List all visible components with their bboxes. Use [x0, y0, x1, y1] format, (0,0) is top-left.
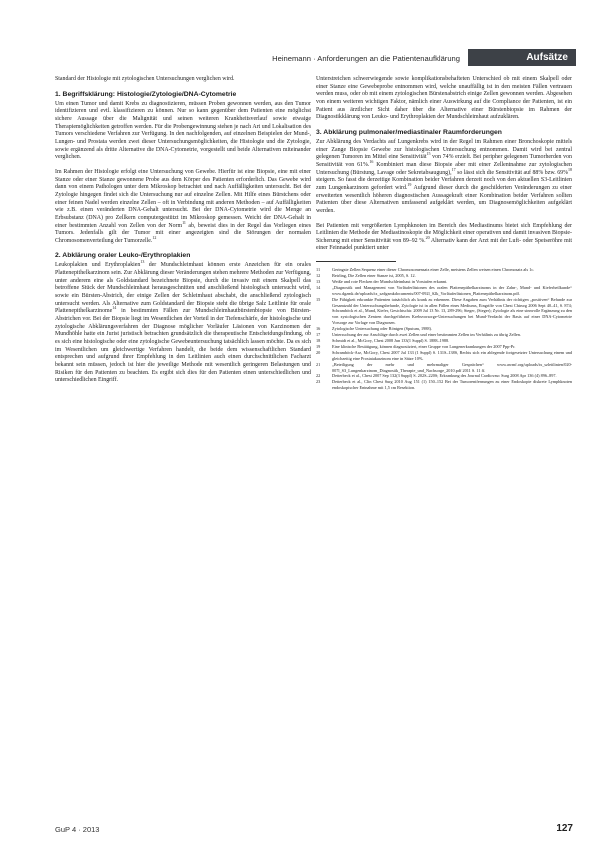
footnote-text: Eine klinische Bestätigung, können diagnostiziert, einer Gruppe von Lungenerkrankungen der 2007 Ppp-Pr. — [332, 343, 516, 349]
footnote-ref: 20 — [425, 234, 430, 240]
footnote-divider — [316, 261, 396, 262]
footnote-text: Weiße und rote Flecken der Mundschleimhaut in Vorstufen erkannt. — [332, 278, 448, 284]
page-footer — [55, 825, 573, 837]
footnote-number: 21 — [316, 361, 321, 367]
footnote-number: 16 — [316, 326, 321, 332]
paragraph-text: Zur Abklärung des Verdachts auf Lungenkrebs wird in der Regel im Rahmen einer Bronchoskopie mittels einer Zange Biopsie Gewebe zur histologischen Untersuchung entnommen. Damit wird bei zentral gelegenen Tumoren im Mittel eine Sensitivität — [316, 138, 572, 161]
footnote-text: Untersuchung der zur Anschläge durch zwei Zellen und einer bestimmten Zellen im Verhältnis zu übrig Zellen. — [332, 332, 521, 338]
footnote-text: „Diagnostik und Management von Vorläuferläsionen des oralen Plattenepithelkarzinoms in der Zahn-, Mund- und Kieferheilkunde“ www.dgzmk.de/uploads/tx_szdgzmkdocuments/007-092l_S2k_Vorläuferläsionen_Plattenepithelkarzinom.pdf. — [332, 284, 572, 296]
footnote-text: Schmidt et al., McGory, Chest 2008 Jun 133(1 Suppl) S. 1888–1988. — [332, 338, 450, 343]
footnote-text: Detterbeck et al., Chest 2007 Sep 132(3 Suppl) S. 202S–220S; Erkrankung des Journal Cardiovasc Surg 2008 Apr 136 (4) 896–897. — [332, 373, 557, 379]
intro-paragraph: Standard der Histologie mit zytologischen Untersuchungen verglichen wird. — [55, 76, 235, 82]
footnote-item — [316, 350, 572, 362]
footnote-text: Schramböck-Arz, McGory, Chest 2007 Jul 133 (1 Suppl) S. 131S–138S, Rechts sich ein ablegende fortgesetzter Untersuchung einem und gleichzeitig eine Prostatakarzinom eine in Sätze 10%. — [332, 349, 572, 361]
footnote-text: ist, 2005, S. 12. — [388, 273, 416, 279]
paragraph-histologie — [55, 169, 311, 246]
footnote-ref: 13 — [140, 259, 145, 265]
right-column — [316, 76, 572, 391]
footnote-number: 20 — [316, 349, 321, 355]
paragraph-text: von 74% erzielt. Bei peripher gelegenen Tumorherden von Sensitivität von 61%. — [316, 154, 572, 168]
paragraph-text: Alternativ kann der Arzt mit der Luft- oder Speiseröhre mit einer Feinnadel punktiert unter — [316, 237, 572, 252]
footnote-number: 11 — [316, 267, 321, 273]
footnote-item — [316, 285, 572, 297]
paragraph-mediastinum — [316, 223, 572, 254]
footnote-number: 13 — [316, 278, 321, 284]
paragraph-begriffsklaerung: Um einen Tumor und damit Krebs zu diagnostizieren, müssen Proben gewonnen werden, aus den Tumor identifizieren und evtl. klassifizieren zu können. Nur so kann gegenüber dem Patienten eine möglichst sichere Aussage über die Malignität und seinen weiteren Krankheitsverlauf sowie etwaige Therapiemöglichkeiten getroffen werden. Für die Probengewinnung stehen je nach Art und Lokalisation des Tumors verschiedene Verfahren zur Verfügung. In den nachfolgenden, auf einzelnen Beispielen der Mund-, Lungen- und Prostata werden zwei dieser Untersuchungsmöglichkeiten, die Histologie und die Zytologie, sowie ergänzend als dritte Alternative die DNA-Cytometrie, vorgestellt und beide Alternativen miteinander verglichen. — [55, 100, 311, 161]
footnote-number: 12 — [316, 273, 321, 279]
footnotes-list — [316, 267, 572, 391]
footnote-number: 14 — [316, 284, 321, 290]
paragraph-skalpell: Unterstreichen schwerwiegende sowie komplikationsbehafteten Unterschied ob mit einem Skalpell oder einer Stanze eine Gewebeprobe entnommen wird, welche unauffällig ist in den meisten Fällen vertrauen werden muss, oder ob mit einem zytologischen Bürstenabstrich einige Zellen gewonnen werden. Abgesehen von einem weiteren wichtigen Faktor, nämlich einer Auswirkung auf die Compliance der Patienten, ist ein Patient aus ärztlicher Sicht daher über die Alternative einer Bürstenbiopsie im Rahmen der Diagnostikklärung von Leuko- und Erythroplakien der Mundschleimhaut aufzuklären. — [316, 76, 572, 121]
footnote-ref: 14 — [112, 305, 117, 311]
paragraph-text: Bei Patienten mit vergrößerten Lymphknoten im Bereich des Mediastinums bietet sich Empfehlung der Leitlinien die Methode der Mediastinoskopie die Möglichkeit einer operativen und damit invasiven Biopsie-Sicherung mit einer Sensitivität von 89–92 %. — [316, 222, 572, 244]
footnote-number: 22 — [316, 373, 321, 379]
paragraph-leukoplakien — [55, 259, 311, 385]
footnote-number: 19 — [316, 343, 321, 349]
heading-raumforderungen: 3. Abklärung pulmonaler/mediastinaler Raumforderungen — [316, 128, 502, 136]
page-header — [0, 0, 601, 66]
paragraph-text: ab, beweist dies in der Regel das Vorliegen eines Tumors. Jedenfalls gilt der Tumor mit einer angezeigten sind die Störungen der normalen Chromosomenverteilung der Tumorzelle. — [55, 222, 311, 244]
section-label: Aufsätze — [468, 49, 576, 66]
footnote-number: 23 — [316, 379, 321, 385]
running-title: Heinemann · Anforderungen an die Patientenaufklärung — [272, 54, 460, 63]
footnote-text: Die Fähigkeit erkrankte Patienten tatsächlich als krank zu erkennen. Diese Angaben zum Verhältnis der richtigen „positiven“ Befunde zur Gesamtzahl der Untersuchungsbefunde, Zytologie ist in allen Fällen eines Mediums, Eingriffe von Chest Chirurg 2006 Sept 40–41, S. 874; Schramböck et al., Mund, Kiefer, Gesichtschir. 2009 Jul 13 Nr. 13, 289-296; Steger, (Steger); Zytologie als eine sinnvolle Ergänzung zu den von zystologischen Zentren durchgeführten Krebsvorsorge-Untersuchungen bei Mund-Verdacht der Basis auf einer DNA-Cytometrie Vorsorge zur Vorlage von Diagnosen. — [332, 296, 572, 326]
footnote-text: Geringste Zellen Sequenz einer dieser Chromosomensatz einer Zelle, meistens Zellen weisen einen Chromosatz als 1c. — [332, 267, 535, 273]
paragraph-text: Im Rahmen der Histologie erfolgt eine Untersuchung von Gewebe. Hierfür ist eine Biopsie, eine mit einer Stanze oder einer Stanze gewonnene Probe aus dem Körper des Patienten erforderlich. Das Gewebe wird dann von einem Pathologen unter dem Mikroskop betrachtet und nach Auffälligkeiten untersucht. Bei der Zytologie hingegen findet sich die Untersuchung nur auf einzelne Zellen. Mit Hilfe eines Bürstchens oder einer feinen Nadel werden einzelne Zellen – oft in Verbindung mit anderen Methoden – auf Auffälligkeiten wie z.B. einen veränderten DNA-Gehalt untersucht. Bei der DNA-Cytometrie wird die Menge an Erbsubstanz (DNA) pro Zellkern computergestützt im Mikroskop gemessen. Weicht der DNA-Gehalt in einer bestimmten Anzahl von Zellen von der Norm — [55, 168, 311, 229]
paragraph-text: in bestimmten Fällen zur Mundschleimhautbürstenbiopsie von Bürsten-Abstrichen vor. Bei der Biopsie liegt im Wesentlichen der Vorteil in der Tiefenschärfe, der histologische und zytologische Abklärungsverfahren der Diagnose möglicher Vorläufer Läsionen von Karzinomen der Mundhöhle hatte ein Jurist juristisch betrachten grundsätzlich die therapeutische Entscheidungsfindung, ob es sich eine histologische oder eine zytologische Gewebeuntersuchung tatsächlich lassen möchte. Da es sich im Wesentlichen um gleichwertige Verfahren handelt, die beide dem wissenschaftlichen Standard entsprechen und aufgrund ihrer Empfehlung in den Leitlinien auch einen durchschnittlichen Facharzt bekannt sein müssen, jedoch ist hier die jeweilige Methode mit wesentlich geringeren Belastungen und Risiken für den Patienten zu beachten. Es ergibt sich dies für den Patienten einen unterschiedlichen und unterschiedlichen Eingriff. — [55, 308, 311, 384]
footnote-number: 15 — [316, 296, 321, 302]
left-column — [55, 76, 311, 385]
footnote-text: „Beteiligung der mehr und mehrmaliger Gesprächen“ www.awmf.org/uploads/tx_szleitlinien/020-007l_S3_Lungenkarzinom_Diagnostik_Therapie_und_Nachsorge_2010.pdf 2011 S. 11 ff. — [332, 361, 572, 373]
paragraph-text: Kombiniert man diese Biopsie aber mit einer Zellentnahme zur zytologischen Untersuchung (Bürstung, Lavage oder Sekretabsaugung), — [316, 161, 572, 176]
footnote-item — [316, 297, 572, 327]
footnote-text: Detterbeck et al., Clin Chest Surg 2010 Aug 151 (1) 150–152 Bei der Tumorentfernungen zu einer Endoskopie diskrete Lymphknoten endoskopischer Entnahme mit 1,5 cm Resektion. — [332, 379, 572, 391]
footnote-item — [316, 362, 572, 374]
paragraph-text: Leukoplakien und Erythroplakien — [55, 262, 141, 269]
footnote-item — [316, 379, 572, 391]
footnote-ref: 19 — [407, 181, 412, 187]
footnote-number: 17 — [316, 332, 321, 338]
footnote-text: Zytologische Untersuchung oder Röntgen (Sputum, 1988). — [332, 326, 432, 332]
footnote-ref: 16 — [369, 158, 374, 164]
paragraph-text: so lässt sich die Sensitivität auf 88% bzw. 69% — [455, 169, 568, 176]
footnote-ref: 15 — [426, 151, 431, 157]
heading-leukoplakien: 2. Abklärung oraler Leuko-/Erythroplakien — [55, 252, 191, 260]
paragraph-text: der Mundschleimhaut können erste Anzeichen für ein orales Plattenepithelkarzinom sein. Zur Abklärung dieser Veränderungen stehen mehrere Methoden zur Verfügung, unter anderem eine als Goldstandard bezeichnete Biopsie, durch die invasiv mit einem Skalpell das betroffene Stück der Mundschleimhaut herausgeschnitten und anschließend histologisch untersucht wird, sowie ein Bürsten-Abstrich, der einige Zellen der Schleimhaut abschabt, die anschließend zytologisch untersucht werden. Als Alternative zum Goldstandard der Biopsie steht die übrige Salz Leitlinie für orale Plattenepithelkarzinome — [55, 262, 311, 315]
heading-begriffsklaerung: 1. Begriffsklärung: Histologie/Zytologie/DNA-Cytometrie — [55, 90, 237, 98]
journal-issue: GuP 4 · 2013 — [55, 825, 100, 834]
footnote-ref: 18 — [568, 166, 572, 172]
footnote-ref: 12 — [152, 234, 157, 240]
footnote-ref: 11 — [182, 219, 186, 225]
footnote-ref: 17 — [451, 166, 456, 172]
footnote-number: 18 — [316, 338, 321, 343]
page-number: 127 — [556, 823, 573, 834]
footnote-text: Beirling, Die Zellen einer Stanze — [332, 273, 389, 279]
paragraph-bronchoskopie — [316, 139, 572, 216]
paragraph-text: steigern. So fasst die derzeitige Kombination beider Verfahren derzeit noch von den aktuellen S3-Leitlinien zum Lungenkarzinom gefordert wird. — [316, 177, 572, 191]
paragraph-text: Aufgrund dieser durch die geschilderten Veränderungen zu einer erweiterten wesentlich höheren diagnostischen Aussagekraft einer Kombination beider Verfahren sollten Patienten über diese Alternativen umfassend aufgeklärt werden, um Diagnosemöglichkeiten aufgeklärt werden. — [316, 184, 572, 214]
